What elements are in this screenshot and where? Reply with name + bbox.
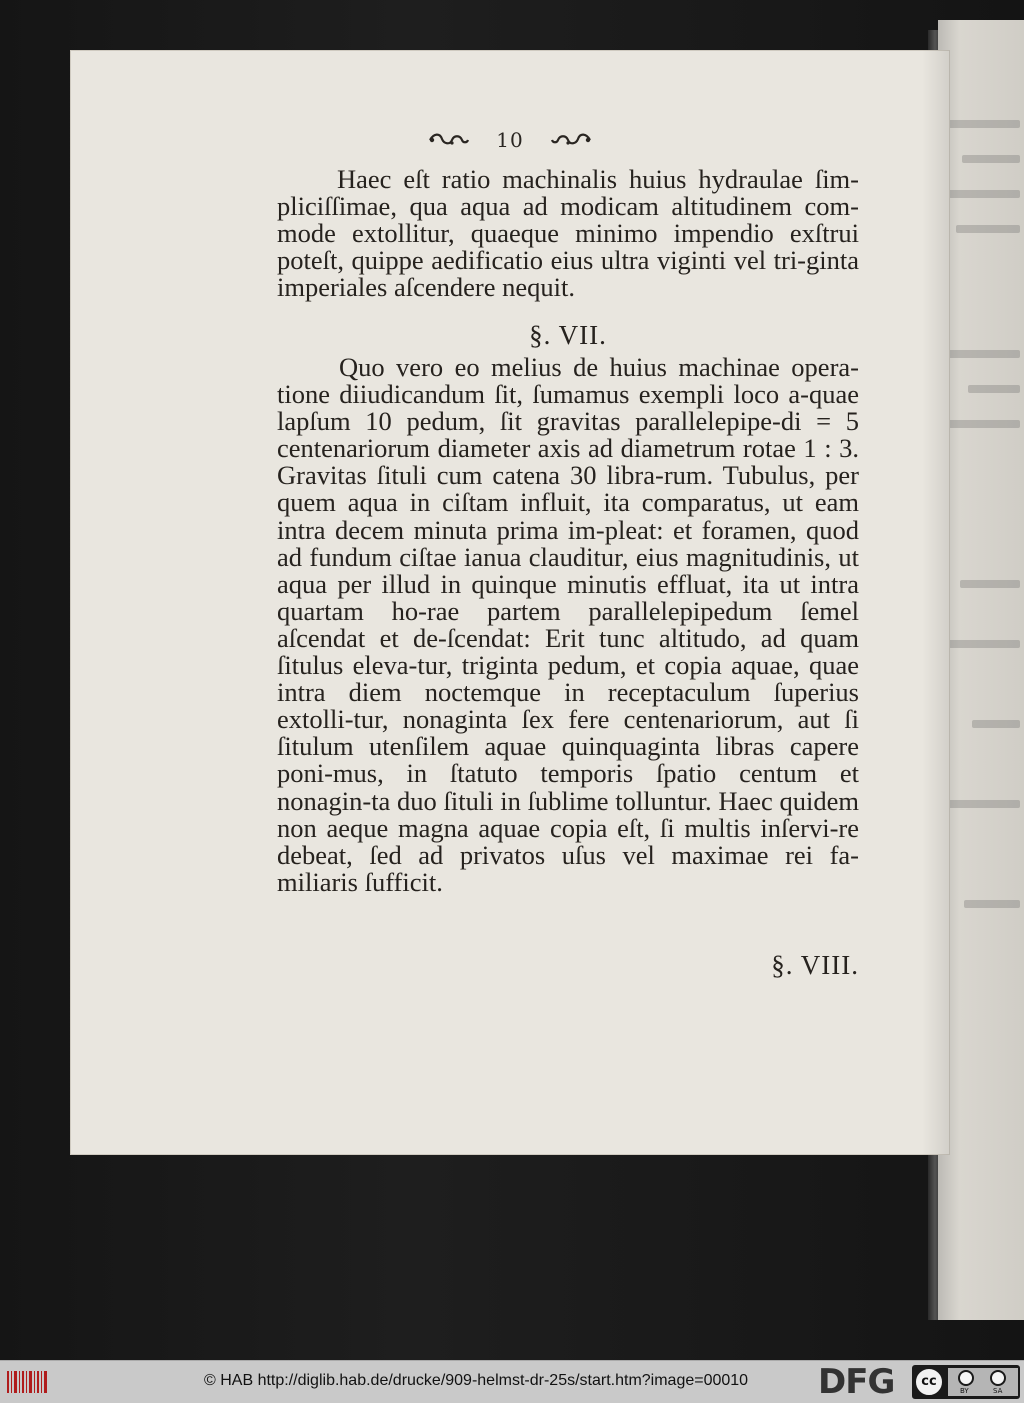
bleed-through-line [964, 900, 1020, 908]
bleed-through-line [960, 580, 1020, 588]
cc-sa-label: SA [993, 1387, 1003, 1395]
fleuron-left-icon [428, 131, 470, 149]
bleed-through-line [956, 225, 1020, 233]
cc-label: cc [914, 1367, 944, 1397]
bleed-through-line [968, 385, 1020, 393]
creative-commons-icon[interactable] [912, 1365, 1020, 1399]
page-number: 10 [496, 128, 524, 152]
bleed-through-line [948, 120, 1020, 128]
cc-by-sa-strip [948, 1368, 1018, 1396]
paragraph-1: Haec eſt ratio machinalis huius hydraulae ſim-pliciſſimae, qua aqua ad modicam altitudinem com-mode extollitur, quaeque minimo impendio exſtrui poteſt, quippe aedificatio eius ultra viginti vel tri-ginta imperiales aſcendere nequit. [277, 164, 859, 303]
copyright-url[interactable]: © HAB http://diglib.hab.de/drucke/909-helmst-dr-25s/start.htm?image=00010 [204, 1372, 749, 1389]
fleuron-right-icon [550, 131, 592, 149]
bleed-through-line [948, 640, 1020, 648]
share-alike-icon [990, 1370, 1006, 1386]
bleed-through-line [948, 800, 1020, 808]
dfg-logo: DFG [818, 1362, 895, 1402]
section-heading: §. VII. [529, 320, 607, 350]
bleed-through-line [948, 350, 1020, 358]
next-page-edge [938, 20, 1024, 1320]
barcode-icon [6, 1368, 48, 1396]
page-header [70, 125, 950, 155]
cc-by-label: BY [960, 1387, 969, 1395]
bleed-through-line [948, 190, 1020, 198]
bleed-through-line [948, 420, 1020, 428]
attribution-icon [958, 1370, 974, 1386]
bleed-through-line [972, 720, 1020, 728]
paragraph-2: Quo vero eo melius de huius machinae opera-tione diiudicandum ſit, ſumamus exempli loco a-quae lapſum 10 pedum, ſit gravitas parallelepipe-di = 5 centenariorum diameter axis ad diametrum rotae 1 : 3. Gravitas ſituli cum catena 30 libra-rum. Tubulus, per quem aqua in ciſtam influit, ita comparatus, ut eam intra decem minuta prima im-pleat: et foramen, quod ad fundum ciſtae ianua clauditur, eius magnitudinis, ut aqua per illud in quinque minutis effluat, ita ut intra quartam ho-rae partem parallelepipedum ſemel aſcendat et de-ſcendat: Erit tunc altitudo, ad quam ſitulus eleva-tur, triginta pedum, et copia aquae, quae intra diem noctemque in receptaculum ſuperius extolli-tur, nonaginta ſex fere centenariorum, aut ſi ſitulum utenſilem aquae quinquaginta libras capere poni-mus, in ſtatuto temporis ſpatio centum et nonagin-ta duo ſituli in ſublime tolluntur. Haec quidem non aeque magna aquae copia eſt, ſi multis inſervi-re debeat, ſed ad privatos uſus vel maximae rei fa-miliaris ſufficit. [277, 352, 859, 897]
viewer-footer [0, 1360, 1024, 1403]
catchword: §. VIII. [771, 950, 859, 980]
bleed-through-line [962, 155, 1020, 163]
